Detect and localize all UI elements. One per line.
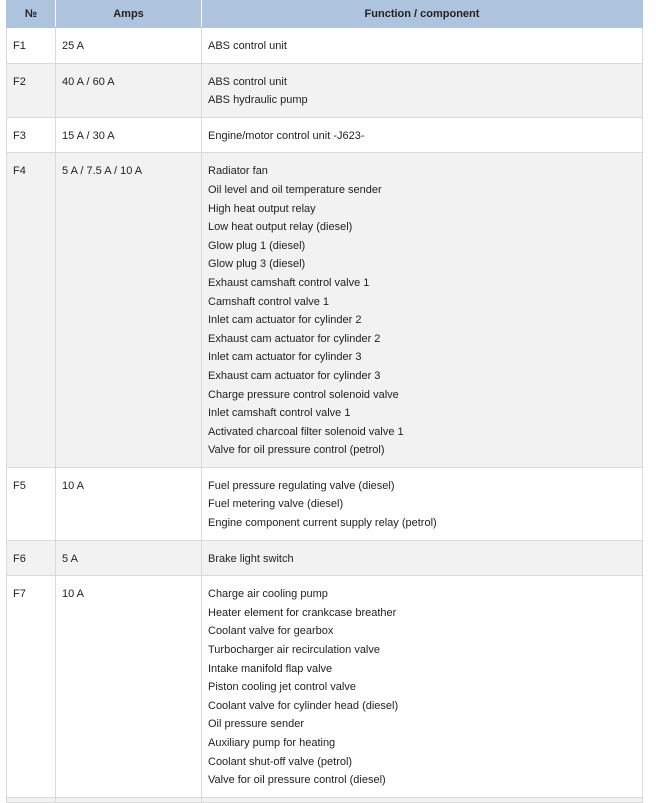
fuse-table: [6, 0, 643, 803]
fuse-functions: [202, 63, 643, 117]
function-item: Radiator fan: [208, 165, 268, 178]
empty-cell: [56, 797, 202, 802]
table-row-partial: [7, 797, 643, 802]
function-item: Exhaust camshaft control valve 1: [208, 276, 370, 289]
function-item: Glow plug 3 (diesel): [208, 258, 306, 271]
function-item: Exhaust cam actuator for cylinder 3: [208, 369, 381, 382]
table-row: [7, 153, 643, 468]
function-item: Inlet cam actuator for cylinder 2: [208, 314, 362, 327]
function-item: Oil pressure sender: [208, 718, 304, 731]
fuse-functions: [202, 540, 643, 576]
empty-cell: [202, 797, 643, 802]
header-row: [7, 0, 643, 28]
fuse-amps: 15 A / 30 A: [56, 117, 202, 153]
fuse-functions: [202, 28, 643, 64]
fuse-amps: 25 A: [56, 28, 202, 64]
function-item: Camshaft control valve 1: [208, 295, 330, 308]
function-item: Heater element for crankcase breather: [208, 606, 397, 619]
fuse-functions: [202, 153, 643, 468]
fuse-number: F3: [7, 117, 56, 153]
function-item: Inlet camshaft control valve 1: [208, 407, 351, 420]
fuse-number: F6: [7, 540, 56, 576]
function-item: Valve for oil pressure control (diesel): [208, 774, 386, 787]
function-item: Activated charcoal filter solenoid valve 1: [208, 425, 404, 438]
function-item: Charge air cooling pump: [208, 588, 328, 601]
function-item: Piston cooling jet control valve: [208, 681, 356, 694]
header-function: Function / component: [202, 0, 643, 28]
function-item: Oil level and oil temperature sender: [208, 183, 382, 196]
function-item: Exhaust cam actuator for cylinder 2: [208, 332, 381, 345]
function-item: Engine/motor control unit -J623-: [208, 129, 365, 142]
function-item: Fuel metering valve (diesel): [208, 498, 344, 511]
function-item: Turbocharger air recirculation valve: [208, 644, 380, 657]
fuse-number: F2: [7, 63, 56, 117]
function-item: Coolant valve for gearbox: [208, 625, 334, 638]
function-item: Valve for oil pressure control (petrol): [208, 444, 385, 457]
header-number: №: [7, 0, 56, 28]
function-item: Charge pressure control solenoid valve: [208, 388, 399, 401]
fuse-number: F4: [7, 153, 56, 468]
fuse-number: F7: [7, 576, 56, 798]
function-item: Auxiliary pump for heating: [208, 737, 336, 749]
function-item: Brake light switch: [208, 552, 294, 565]
fuse-amps: 40 A / 60 A: [56, 63, 202, 117]
header-amps: Amps: [56, 0, 202, 28]
table-row: [7, 540, 643, 576]
function-item: Coolant valve for cylinder head (diesel): [208, 699, 399, 712]
table-row: [7, 467, 643, 540]
function-item: Inlet cam actuator for cylinder 3: [208, 351, 362, 364]
function-item: Fuel pressure regulating valve (diesel): [208, 479, 395, 492]
fuse-number: F5: [7, 467, 56, 540]
function-item: Coolant shut-off valve (petrol): [208, 755, 353, 768]
fuse-functions: [202, 576, 643, 798]
function-item: ABS control unit: [208, 40, 287, 52]
empty-cell: [7, 797, 56, 802]
function-item: High heat output relay: [208, 202, 316, 215]
fuse-number: F1: [7, 28, 56, 64]
table-body: [7, 28, 643, 803]
function-item: Engine component current supply relay (petrol): [208, 517, 437, 530]
table-row: [7, 28, 643, 64]
fuse-amps: 5 A: [56, 540, 202, 576]
table-row: [7, 576, 643, 798]
function-item: ABS hydraulic pump: [208, 94, 308, 107]
function-item: Glow plug 1 (diesel): [208, 239, 306, 252]
function-item: Low heat output relay (diesel): [208, 221, 353, 234]
fuse-functions: [202, 117, 643, 153]
fuse-amps: 10 A: [56, 576, 202, 798]
function-item: Intake manifold flap valve: [208, 662, 333, 675]
fuse-amps: 10 A: [56, 467, 202, 540]
table-row: [7, 63, 643, 117]
fuse-amps: 5 A / 7.5 A / 10 A: [56, 153, 202, 468]
fuse-functions: [202, 467, 643, 540]
function-item: ABS control unit: [208, 75, 287, 88]
table-row: [7, 117, 643, 153]
